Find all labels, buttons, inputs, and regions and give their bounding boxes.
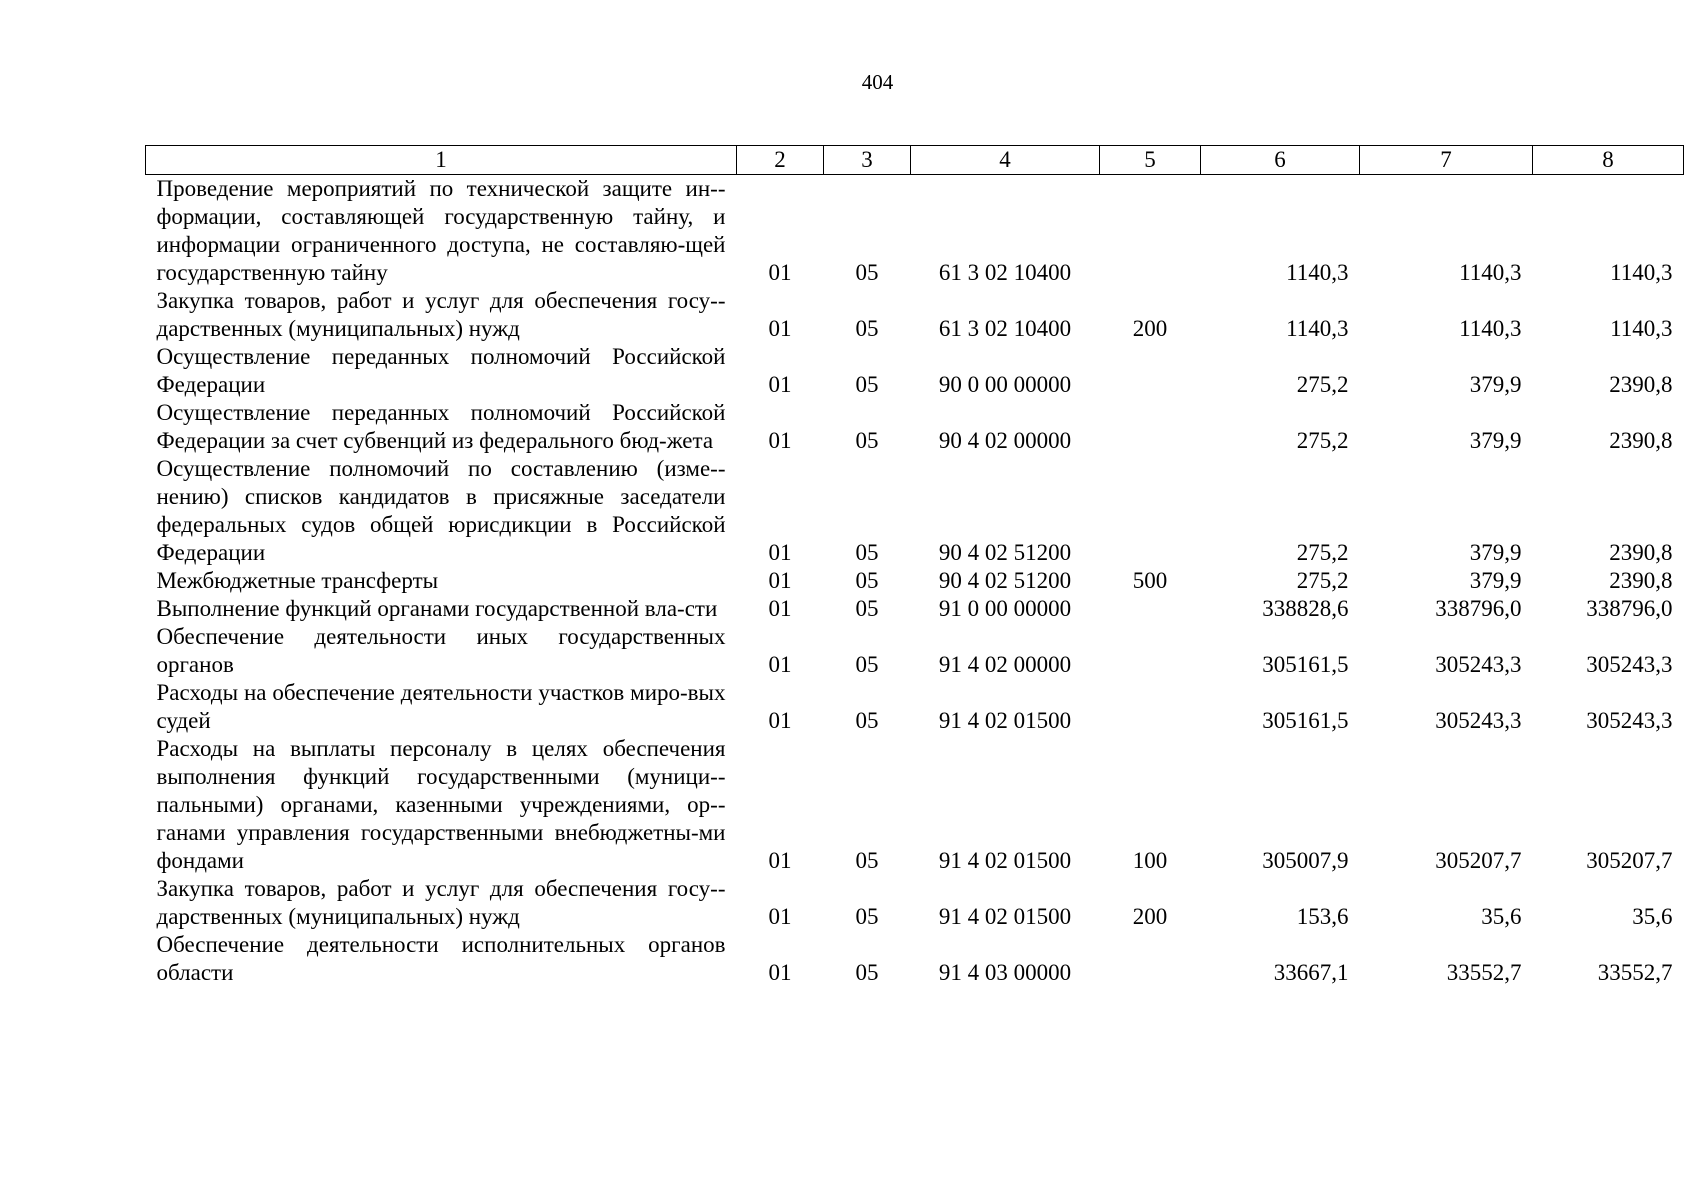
target-article-code: 90 4 02 00000 <box>938 428 1072 453</box>
section-code: 01 <box>768 848 792 873</box>
amount-year-2: 379,9 <box>1469 568 1522 593</box>
row-description: Обеспечение деятельности иных государственных органов <box>156 624 726 677</box>
amount-year-2: 1140,3 <box>1459 316 1522 341</box>
amount-year-1: 33667,1 <box>1273 960 1349 985</box>
subsection-code: 05 <box>855 540 879 565</box>
section-code: 01 <box>768 596 792 621</box>
amount-year-1: 275,2 <box>1296 568 1349 593</box>
expense-type-code: 100 <box>1132 848 1168 873</box>
target-article-code: 91 4 02 01500 <box>938 708 1072 733</box>
subsection-code: 05 <box>855 848 879 873</box>
table-row <box>146 287 1684 343</box>
amount-year-1: 275,2 <box>1296 540 1349 565</box>
amount-year-1: 338828,6 <box>1262 596 1349 621</box>
amount-year-3: 305243,3 <box>1586 652 1673 677</box>
target-article-code: 90 0 00 00000 <box>938 372 1072 397</box>
row-description: Межбюджетные трансферты <box>156 568 439 593</box>
amount-year-2: 33552,7 <box>1446 960 1522 985</box>
section-code: 01 <box>768 960 792 985</box>
amount-year-1: 153,6 <box>1296 904 1349 929</box>
subsection-code: 05 <box>855 316 879 341</box>
target-article-code: 61 3 02 10400 <box>938 260 1072 285</box>
subsection-code: 05 <box>855 372 879 397</box>
table-row <box>146 735 1684 875</box>
table-body <box>146 175 1684 988</box>
row-description: Осуществление полномочий по составлению (изме-нению) списков кандидатов в присяжные заседатели федеральных судов общей юрисдикции в Российской Федерации <box>156 456 726 565</box>
table-row <box>146 623 1684 679</box>
row-description: Выполнение функций органами государственной вла-сти <box>156 596 718 621</box>
expense-type-code <box>1100 595 1201 623</box>
header-cell-1: 1 <box>146 146 737 175</box>
page-number: 404 <box>861 70 894 94</box>
amount-year-2: 379,9 <box>1469 372 1522 397</box>
amount-year-1: 1140,3 <box>1286 260 1349 285</box>
expense-type-code <box>1100 623 1201 679</box>
amount-year-1: 305161,5 <box>1262 652 1349 677</box>
amount-year-1: 275,2 <box>1296 372 1349 397</box>
section-code: 01 <box>768 372 792 397</box>
expense-type-code <box>1100 343 1201 399</box>
section-code: 01 <box>768 260 792 285</box>
subsection-code: 05 <box>855 904 879 929</box>
row-description: Закупка товаров, работ и услуг для обеспечения госу-дарственных (муниципальных) нужд <box>156 288 726 341</box>
amount-year-1: 305007,9 <box>1262 848 1349 873</box>
budget-table <box>145 145 1684 987</box>
target-article-code: 90 4 02 51200 <box>938 568 1072 593</box>
target-article-code: 91 4 02 01500 <box>938 848 1072 873</box>
target-article-code: 91 4 02 01500 <box>938 904 1072 929</box>
subsection-code: 05 <box>855 652 879 677</box>
amount-year-2: 35,6 <box>1481 904 1522 929</box>
amount-year-3: 1140,3 <box>1610 316 1673 341</box>
subsection-code: 05 <box>855 708 879 733</box>
amount-year-3: 305207,7 <box>1586 848 1673 873</box>
table-row <box>146 875 1684 931</box>
amount-year-2: 305243,3 <box>1435 652 1522 677</box>
row-description: Расходы на обеспечение деятельности участков миро-вых судей <box>156 680 726 733</box>
amount-year-2: 379,9 <box>1469 428 1522 453</box>
section-code: 01 <box>768 568 792 593</box>
expense-type-code <box>1100 679 1201 735</box>
subsection-code: 05 <box>855 428 879 453</box>
row-description: Обеспечение деятельности исполнительных органов области <box>156 932 726 985</box>
row-description: Осуществление переданных полномочий Российской Федерации за счет субвенций из федерального бюд-жета <box>156 400 726 453</box>
header-cell-8: 8 <box>1533 146 1684 175</box>
expense-type-code <box>1100 175 1201 288</box>
table-row <box>146 595 1684 623</box>
table-row <box>146 455 1684 567</box>
subsection-code: 05 <box>855 596 879 621</box>
amount-year-1: 1140,3 <box>1286 316 1349 341</box>
table-row <box>146 679 1684 735</box>
amount-year-2: 338796,0 <box>1435 596 1522 621</box>
expense-type-code <box>1100 399 1201 455</box>
target-article-code: 61 3 02 10400 <box>938 316 1072 341</box>
table-header <box>146 146 1684 175</box>
table-row <box>146 175 1684 288</box>
header-cell-6: 6 <box>1201 146 1360 175</box>
amount-year-3: 305243,3 <box>1586 708 1673 733</box>
expense-type-code <box>1100 455 1201 567</box>
amount-year-2: 305243,3 <box>1435 708 1522 733</box>
amount-year-2: 379,9 <box>1469 540 1522 565</box>
amount-year-2: 305207,7 <box>1435 848 1522 873</box>
table-row <box>146 343 1684 399</box>
section-code: 01 <box>768 652 792 677</box>
table-row <box>146 567 1684 595</box>
expense-type-code <box>1100 931 1201 987</box>
amount-year-3: 338796,0 <box>1586 596 1673 621</box>
section-code: 01 <box>768 540 792 565</box>
amount-year-3: 2390,8 <box>1609 540 1673 565</box>
amount-year-1: 275,2 <box>1296 428 1349 453</box>
row-description: Проведение мероприятий по технической защите ин-формации, составляющей государственную тайну, и информации ограниченного доступа, не составляю-щей государственную тайну <box>156 176 726 285</box>
row-description: Осуществление переданных полномочий Российской Федерации <box>156 344 726 397</box>
amount-year-3: 2390,8 <box>1609 428 1673 453</box>
target-article-code: 91 4 03 00000 <box>938 960 1072 985</box>
subsection-code: 05 <box>855 960 879 985</box>
amount-year-3: 33552,7 <box>1597 960 1673 985</box>
section-code: 01 <box>768 428 792 453</box>
section-code: 01 <box>768 708 792 733</box>
expense-type-code: 200 <box>1132 316 1168 341</box>
table-row <box>146 399 1684 455</box>
header-cell-4: 4 <box>911 146 1100 175</box>
header-row <box>146 146 1684 175</box>
amount-year-1: 305161,5 <box>1262 708 1349 733</box>
amount-year-2: 1140,3 <box>1459 260 1522 285</box>
header-cell-2: 2 <box>737 146 824 175</box>
subsection-code: 05 <box>855 568 879 593</box>
header-cell-5: 5 <box>1100 146 1201 175</box>
section-code: 01 <box>768 316 792 341</box>
amount-year-3: 35,6 <box>1632 904 1673 929</box>
amount-year-3: 2390,8 <box>1609 372 1673 397</box>
row-description: Расходы на выплаты персоналу в целях обеспечения выполнения функций государственными (муници-пальными) органами, казенными учреждениями, ор-ганами управления государственными внебюджетны-ми фондами <box>156 736 726 873</box>
target-article-code: 91 0 00 00000 <box>938 596 1072 621</box>
amount-year-3: 2390,8 <box>1609 568 1673 593</box>
header-cell-3: 3 <box>824 146 911 175</box>
row-description: Закупка товаров, работ и услуг для обеспечения госу-дарственных (муниципальных) нужд <box>156 876 726 929</box>
header-cell-7: 7 <box>1360 146 1533 175</box>
target-article-code: 91 4 02 00000 <box>938 652 1072 677</box>
subsection-code: 05 <box>855 260 879 285</box>
expense-type-code: 500 <box>1132 568 1168 593</box>
table-row <box>146 931 1684 987</box>
target-article-code: 90 4 02 51200 <box>938 540 1072 565</box>
expense-type-code: 200 <box>1132 904 1168 929</box>
section-code: 01 <box>768 904 792 929</box>
amount-year-3: 1140,3 <box>1610 260 1673 285</box>
